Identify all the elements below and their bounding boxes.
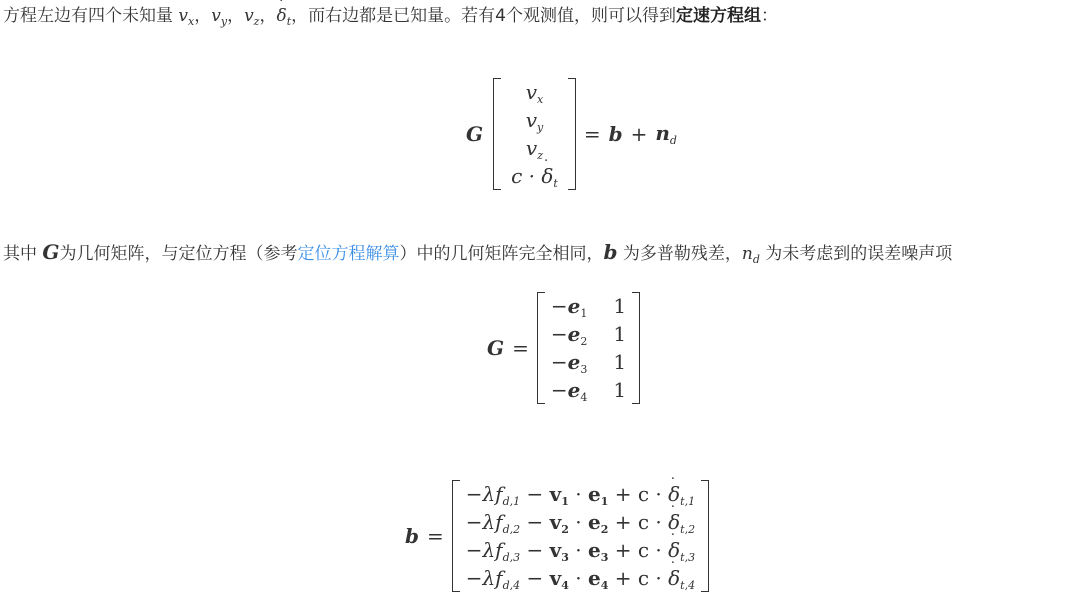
right-bracket [632,292,640,404]
matrix-G-symbol: G [487,336,505,360]
equals-sign: = [512,336,529,360]
matrix-cell: 1 [613,294,627,318]
plus-sign: + [630,122,648,146]
explanation-text: 为未考虑到的误差噪声项 [759,244,953,264]
bold-term: 定速方程组 [675,6,761,26]
right-bracket [568,78,576,190]
explanation-text: 为几何矩阵，与定位方程（参考 [59,244,298,264]
vector-entry: $v_x$ [525,80,544,106]
separator: ， [227,6,245,26]
separator: ， [194,6,212,26]
equation-velocity-system [466,78,677,190]
geometry-matrix [537,292,640,404]
vector-entry: c · ˙ $\delta_t$ [511,162,558,190]
explanation-text: 为多普勒残差， [617,244,742,264]
residual-b-symbol: b [608,122,623,146]
residual-row: $-\lambda f_{d,4} - v_4 \cdot e_4 + c$ · ˙ $\delta_{t,4}$ [466,564,695,592]
equals-sign: = [583,122,601,146]
left-bracket [452,480,460,592]
matrix-cell: $-e_4$ [550,378,588,404]
matrix-cell: 1 [613,378,627,402]
positioning-solution-link[interactable]: 定位方程解算 [297,244,400,264]
noise-term: $n_d$ [655,121,677,147]
residual-vector [452,480,709,592]
explanation-paragraph [3,240,952,272]
residual-row: $-\lambda f_{d,1} - v_1 \cdot e_1 + c$ · ˙ $\delta_{t,1}$ [466,480,695,508]
matrix-cell: $-e_1$ [550,294,588,320]
equation-residual-vector [405,480,709,592]
matrix-cell: $-e_3$ [550,350,588,376]
explanation-text: ）中的几何矩阵完全相同， [399,244,604,264]
equals-sign: = [426,524,444,548]
G-symbol: G [42,240,60,264]
b-symbol: b [603,240,618,264]
equation-geometry-matrix [487,292,640,404]
matrix-cell: $-e_2$ [550,322,588,348]
right-bracket [701,480,709,592]
left-bracket [537,292,545,404]
residual-row: $-\lambda f_{d,2} - v_2 \cdot e_2 + c$ · ˙ $\delta_{t,2}$ [466,508,695,536]
var-vx: $v_x$ [178,6,195,28]
vector-entry: $v_y$ [525,108,544,134]
left-bracket [493,78,501,190]
matrix-cell: 1 [613,322,627,346]
var-vz: $v_z$ [244,6,260,28]
vector-entry: $v_z$ [525,136,544,162]
intro-end: ： [760,6,778,26]
intro-text: 方程左边有四个未知量 [3,6,179,26]
nd-symbol: $n_d$ [741,244,760,266]
separator: ， [259,6,277,26]
matrix-G-symbol: G [466,122,484,146]
var-clock-drift: ˙ $\delta_t$ [276,6,291,26]
unknown-vector [493,78,576,190]
intro-middle-text: ，而右边都是已知量。若有4个观测值，则可以得到 [291,6,676,26]
residual-b-symbol: b [405,524,419,548]
residual-row: $-\lambda f_{d,3} - v_3 \cdot e_3 + c$ · ˙ $\delta_{t,3}$ [466,536,695,564]
intro-paragraph [3,4,778,34]
var-vy: $v_y$ [211,6,228,28]
matrix-cell: 1 [613,350,627,374]
explanation-text: 其中 [3,244,43,264]
